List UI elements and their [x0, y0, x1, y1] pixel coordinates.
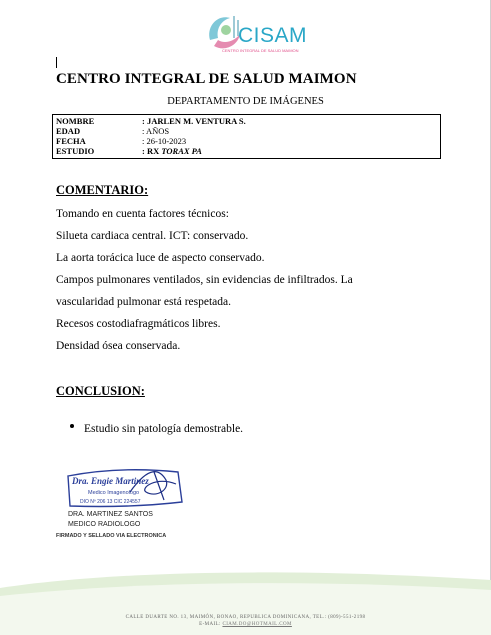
- comment-line: Campos pulmonares ventilados, sin evidencias de infiltrados. La: [56, 274, 353, 286]
- patient-row-study: [56, 146, 440, 156]
- signature-note: FIRMADO Y SELLADO VIA ELECTRONICA: [56, 533, 167, 539]
- comment-line: vascularidad pulmonar está respetada.: [56, 296, 231, 308]
- signer-name: DRA. MARTINEZ SANTOS: [68, 511, 153, 518]
- patient-row-name: [56, 116, 440, 126]
- conclusion-heading: CONCLUSION:: [56, 384, 145, 398]
- comment-line: Recesos costodiafragmáticos libres.: [56, 318, 221, 330]
- comment-heading: COMENTARIO:: [56, 183, 149, 197]
- patient-name: : JARLEN M. VENTURA S.: [142, 116, 246, 126]
- patient-row-date: [56, 136, 440, 146]
- stamp-title: Medico Imagenologo: [88, 490, 140, 496]
- bullet-icon: [70, 424, 74, 428]
- text-cursor: [56, 57, 57, 68]
- comment-line: La aorta torácica luce de aspecto conservado.: [56, 252, 265, 264]
- patient-info-box: [52, 114, 441, 159]
- signature-stamp: [60, 462, 190, 514]
- footer-address: CALLE DUARTE NO. 13, MAIMÓN, BONAO, REPUBLICA DOMINICANA, TEL.: (809)-551-2198: [125, 615, 366, 620]
- footer-email: [0, 622, 491, 627]
- study-name: : RX TORAX PA: [142, 146, 202, 156]
- patient-label: ESTUDIO: [56, 146, 95, 156]
- conclusion-item: Estudio sin patología demostrable.: [84, 423, 244, 435]
- stamp-name: Dra. Engie Martinez: [72, 476, 149, 486]
- cisam-logo: [200, 12, 310, 58]
- page-title: CENTRO INTEGRAL DE SALUD MAIMON: [56, 71, 357, 87]
- stamp-ids: DIO Nº 206 13 CIC 224557: [80, 499, 141, 505]
- logo-name: CISAM: [238, 24, 308, 47]
- department-title: DEPARTAMENTO DE IMÁGENES: [167, 96, 324, 107]
- patient-row-age: [56, 126, 440, 136]
- patient-label: FECHA: [56, 136, 86, 146]
- comment-line: Silueta cardiaca central. ICT: conservado.: [56, 230, 249, 242]
- patient-label: EDAD: [56, 126, 81, 136]
- comment-line: Tomando en cuenta factores técnicos:: [56, 208, 229, 220]
- comment-line: Densidad ósea conservada.: [56, 340, 181, 352]
- patient-age: : AÑOS: [142, 126, 170, 136]
- study-date: : 26-10-2023: [142, 136, 187, 146]
- footer-email-link[interactable]: CIAM.DO@HOTMAIL.COM: [222, 622, 292, 627]
- footer-email-label: E-MAIL:: [199, 622, 221, 627]
- patient-label: NOMBRE: [56, 116, 95, 126]
- logo-subtitle: CENTRO INTEGRAL DE SALUD MAIMON: [222, 48, 299, 53]
- signer-title: MEDICO RADIOLOGO: [68, 521, 141, 528]
